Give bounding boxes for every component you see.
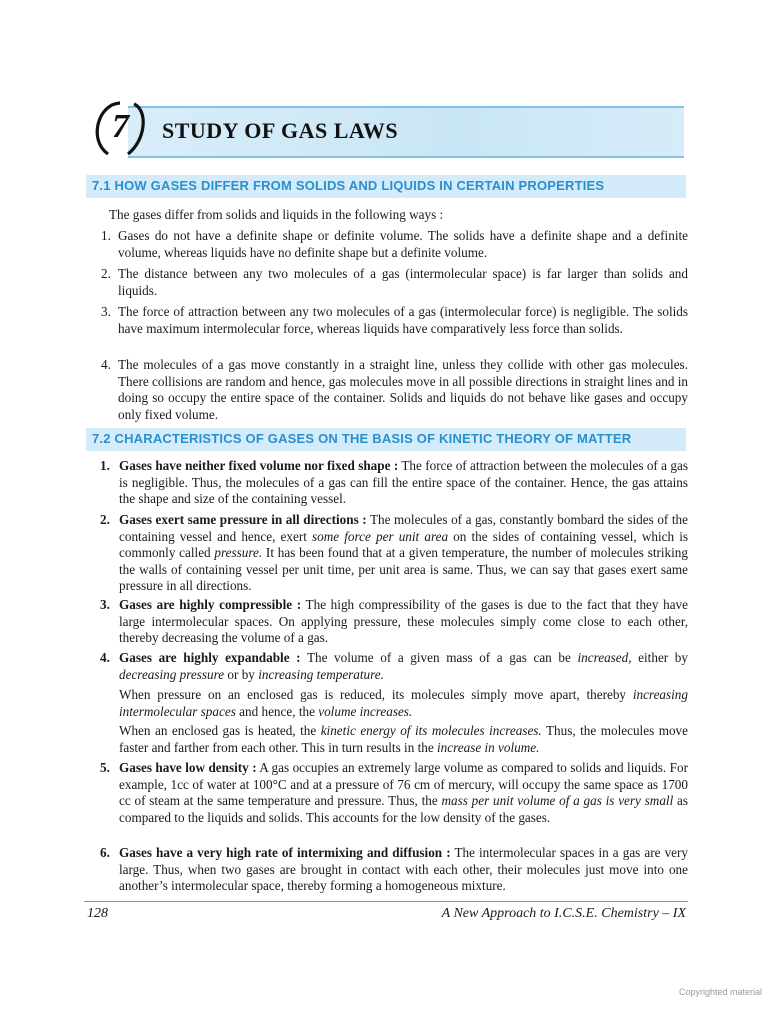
list-text: The intermolecular spaces in a gas are very large. Thus, when two gases are brought in contact with each other, their molecules just move into one another’s intermolecular space, thereby forming a homogeneous mixture.: [119, 845, 688, 893]
list-text: or by: [224, 666, 259, 682]
list-lead: Gases exert same pressure in all directions :: [119, 512, 367, 527]
footer-rule: [84, 901, 688, 902]
list-text: The high compressibility of the gases is due to the fact that they have large intermolecular spaces. On applying pressure, these molecules simply come close to each other, thereby decreasing the volume of a gas.: [119, 597, 689, 645]
list-lead: Gases have a very high rate of intermixing and diffusion :: [119, 845, 451, 860]
list-item: [100, 650, 688, 683]
list-item: [101, 304, 688, 337]
section-heading-7-1: [86, 175, 686, 198]
list-lead: Gases are highly compressible :: [119, 597, 302, 612]
list-item: [100, 597, 689, 647]
emphasis-text: increased,: [577, 650, 632, 665]
section-intro: The gases differ from solids and liquids in the following ways :: [109, 207, 444, 222]
paragraph-text: When pressure on an enclosed gas is reduced, its molecules simply move apart, thereby: [119, 687, 633, 702]
list-item: [100, 458, 688, 508]
chapter-number: 7: [112, 108, 129, 145]
emphasis-text: pressure.: [214, 545, 263, 560]
paragraph: [119, 723, 688, 756]
list-item: [100, 512, 688, 595]
chapter-header: [88, 100, 686, 158]
list-text: The force of attraction between the molecules of a gas is negligible. Thus, the molecules of a gas can fill the entire space of the container. Hence, the gas attains the shape and size of the containing vessel.: [119, 458, 688, 506]
paragraph-text: Thus, the molecules move faster and farther from each other. This in turn results in the: [119, 723, 688, 755]
list-number: 1.: [100, 458, 110, 473]
emphasis-text: increase in volume.: [437, 739, 540, 755]
paragraph-text: When an enclosed gas is heated, the: [119, 723, 321, 738]
list-text: A gas occupies an extremely large volume as compared to solids and liquids. For example, 1cc of water at 100°C and at a pressure of 76 cm of mercury, will occupy the same space as 1700 cc of steam at the same temperature and pressure. Thus, the: [119, 760, 688, 808]
list-item: [100, 845, 688, 895]
list-lead: Gases are highly expandable :: [119, 650, 301, 665]
section-heading-7-2: [86, 428, 686, 451]
list-number: 4.: [100, 650, 110, 665]
list-text: It has been found that at a given temperature, the number of molecules striking the walls of containing vessel per unit time, per unit area is same. Thus, we can say that gases exert same pressure in all directions.: [119, 545, 688, 593]
list-text: Gases do not have a definite shape or definite volume. The solids have a definite shape and a definite volume, whereas liquids have no definite shape but a definite volume.: [118, 228, 688, 260]
emphasis-text: some force per unit area: [312, 528, 449, 544]
paragraph-text: and hence, the: [235, 703, 319, 719]
list-number: 6.: [100, 845, 110, 860]
chapter-number-badge: [90, 100, 154, 158]
page-number: 128: [87, 906, 108, 921]
list-text: The distance between any two molecules of a gas (intermolecular space) is far larger than solids and liquids.: [118, 266, 688, 298]
list-lead: Gases have neither fixed volume nor fixed shape :: [119, 458, 399, 473]
list-lead: Gases have low density :: [119, 760, 257, 775]
list-number: 2.: [101, 266, 111, 281]
chapter-title: STUDY OF GAS LAWS: [162, 118, 399, 143]
book-title: A New Approach to I.C.S.E. Chemistry – IX: [441, 906, 686, 921]
emphasis-text: decreasing pressure: [119, 666, 225, 682]
list-text: The volume of a given mass of a gas can be: [300, 650, 578, 665]
section-heading-text: 7.2 CHARACTERISTICS OF GASES ON THE BASIS OF KINETIC THEORY OF MATTER: [92, 431, 632, 446]
list-item: [101, 357, 688, 423]
list-text: The molecules of a gas, constantly bombard the sides of the containing vessel and hence, exert: [119, 512, 688, 544]
emphasis-text: increasing temperature.: [258, 666, 384, 682]
list-item: [101, 266, 688, 299]
list-number: 1.: [101, 228, 111, 243]
emphasis-text: volume increases.: [318, 703, 413, 719]
list-text: The force of attraction between any two molecules of a gas (intermolecular force) is negligible. The solids have maximum intermolecular force, whereas liquids have comparatively less force than solids.: [118, 304, 688, 336]
emphasis-text: mass per unit volume of a gas is very small: [441, 793, 674, 808]
section-heading-text: 7.1 HOW GASES DIFFER FROM SOLIDS AND LIQUIDS IN CERTAIN PROPERTIES: [92, 178, 605, 193]
list-text: on the sides of containing vessel, which is commonly called: [119, 528, 688, 560]
list-item: [101, 228, 688, 261]
list-number: 5.: [100, 760, 110, 775]
list-number: 2.: [100, 512, 110, 527]
copyright-watermark: Copyrighted material: [678, 987, 762, 997]
list-number: 3.: [101, 304, 111, 319]
list-text: either by: [631, 650, 688, 665]
list-item: [100, 760, 689, 826]
paragraph: [119, 687, 688, 720]
list-number: 3.: [100, 597, 110, 612]
emphasis-text: kinetic energy of its molecules increases.: [320, 723, 542, 738]
list-text: as compared to the liquids and solids. This accounts for the low density of the gases.: [119, 793, 689, 825]
emphasis-text: increasing intermolecular spaces: [119, 687, 688, 719]
list-number: 4.: [101, 357, 111, 372]
list-text: The molecules of a gas move constantly in a straight line, unless they collide with other gas molecules. There collisions are random and hence, gas molecules move in all possible directions in straight lines and in doing so occupy the entire space of the container. Solids and liquids do not behave like gases and occupy only fixed volume.: [118, 357, 688, 422]
